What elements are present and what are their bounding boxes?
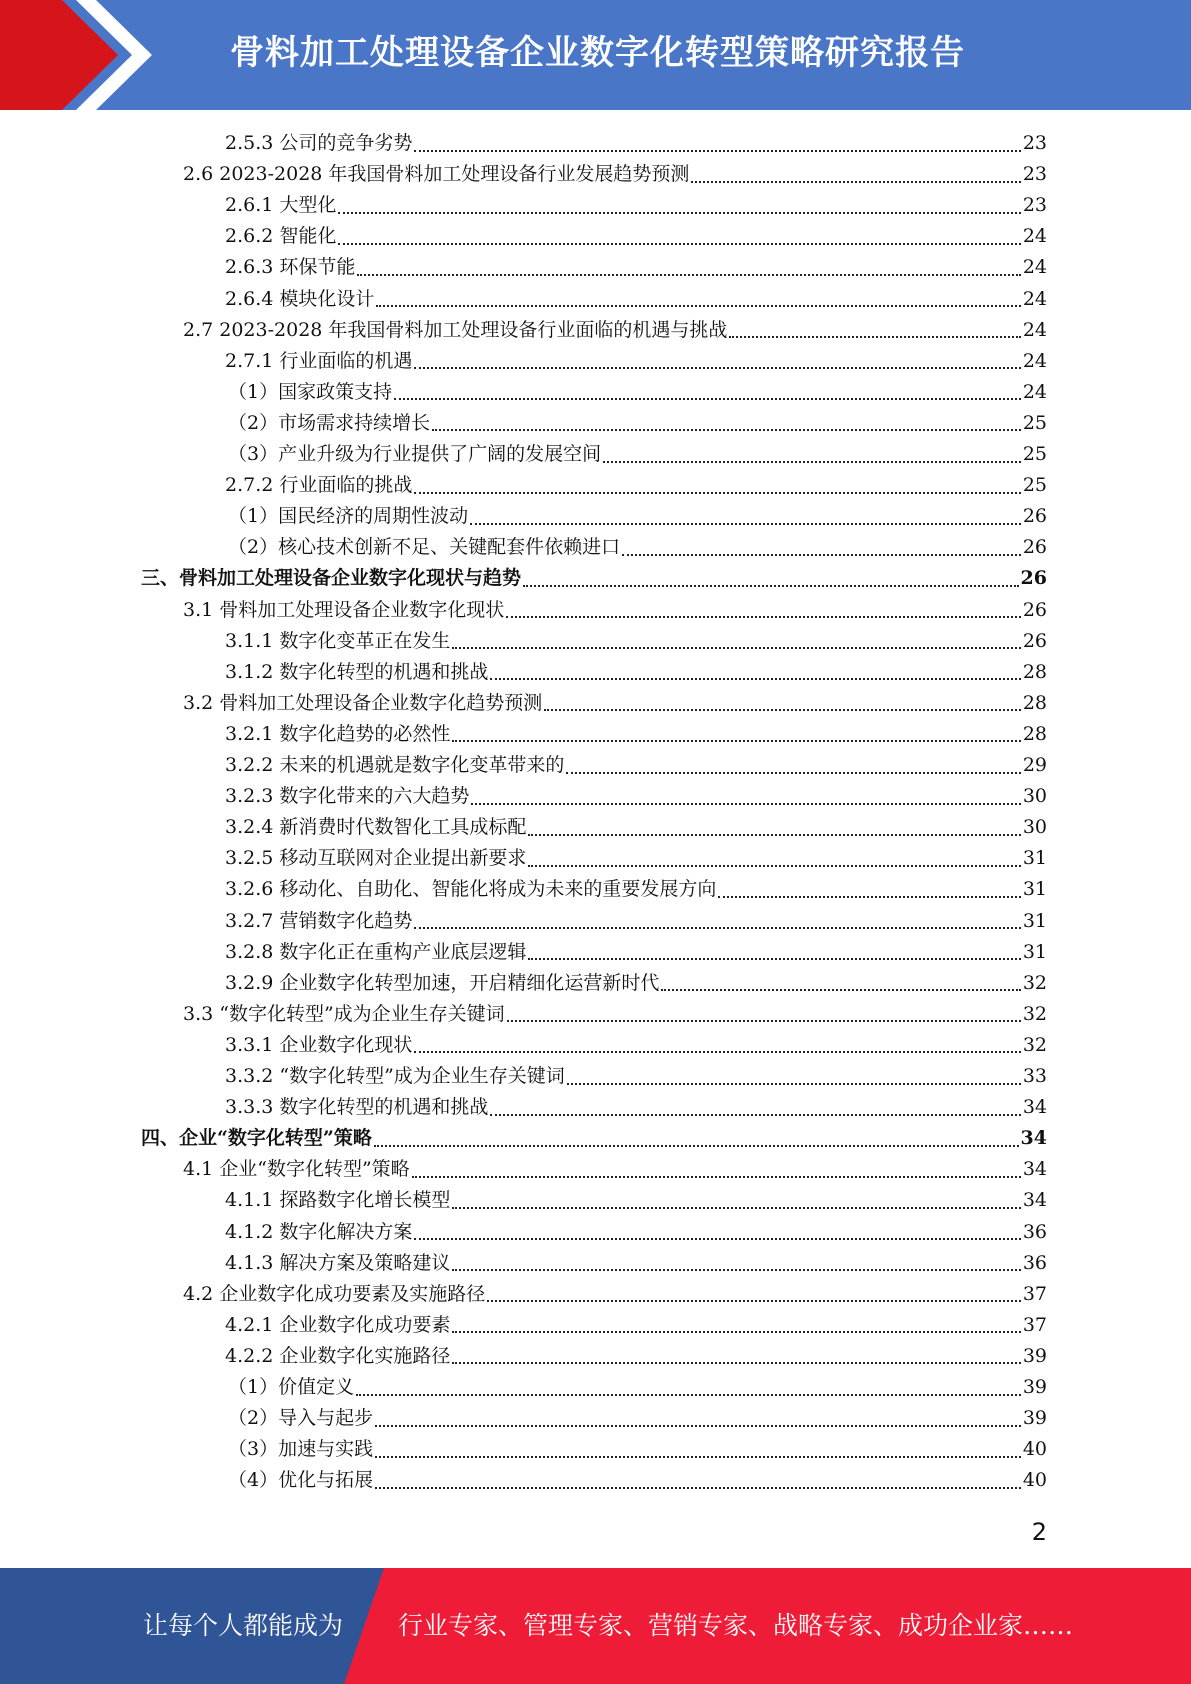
toc-entry-title: 3.1.1 数字化变革正在发生: [225, 629, 451, 652]
toc-dot-leader: [375, 1425, 1021, 1427]
toc-dot-leader: [414, 492, 1020, 494]
toc-entry-page: 36: [1022, 1251, 1047, 1274]
toc-entry-page: 34: [1022, 1158, 1047, 1181]
toc-entry-page: 32: [1022, 971, 1047, 994]
toc-entry-title: 4.1.1 探路数字化增长模型: [225, 1189, 451, 1212]
toc-dot-leader: [452, 1362, 1020, 1364]
toc-entry[interactable]: [183, 1154, 1047, 1185]
toc-entry-page: 26: [1022, 629, 1047, 652]
toc-entry-page: 25: [1022, 474, 1047, 497]
toc-entry-title: 3.2.4 新消费时代数智化工具成标配: [225, 816, 527, 839]
toc-dot-leader: [452, 1269, 1020, 1271]
toc-entry-page: 39: [1022, 1344, 1047, 1367]
toc-entry-title: （2）核心技术创新不足、关键配套件依赖进口: [228, 536, 621, 559]
toc-entry[interactable]: [183, 159, 1047, 190]
toc-entry-page: 25: [1022, 443, 1047, 465]
toc-entry-title: （1）国家政策支持: [228, 380, 393, 403]
toc-dot-leader: [528, 834, 1020, 836]
toc-entry[interactable]: [225, 1310, 1047, 1341]
toc-entry-title: 4.1.3 解决方案及策略建议: [225, 1251, 451, 1274]
toc-dot-leader: [566, 772, 1020, 774]
toc-dot-leader: [414, 367, 1020, 369]
toc-entry-page: 23: [1022, 194, 1047, 217]
toc-entry-page: 28: [1022, 660, 1047, 683]
toc-dot-leader: [691, 181, 1020, 183]
toc-entry[interactable]: [225, 1248, 1047, 1279]
page-footer: [0, 1568, 1191, 1684]
toc-entry[interactable]: [225, 968, 1047, 999]
toc-entry[interactable]: [225, 1185, 1047, 1216]
toc-entry-title: 3.2 骨料加工处理设备企业数字化趋势预测: [183, 691, 543, 714]
toc-entry[interactable]: [225, 190, 1047, 221]
toc-entry-page: 31: [1022, 940, 1047, 963]
page-header: [0, 0, 1191, 110]
toc-entry-title: 四、企业“数字化转型”策略: [141, 1127, 372, 1150]
toc-entry-title: 2.7 2023-2028 年我国骨料加工处理设备行业面临的机遇与挑战: [183, 318, 728, 341]
toc-entry-page: 24: [1022, 349, 1047, 372]
toc-entry[interactable]: [228, 501, 1047, 532]
toc-entry-page: 30: [1022, 816, 1047, 839]
toc-entry-title: 2.6.1 大型化: [225, 194, 337, 217]
toc-entry-page: 30: [1022, 785, 1047, 808]
toc-entry-title: （3）加速与实践: [228, 1438, 374, 1461]
toc-dot-leader: [661, 989, 1020, 991]
toc-entry-title: 3.2.3 数字化带来的六大趋势: [225, 785, 470, 808]
toc-entry-page: 34: [1022, 1189, 1047, 1212]
toc-entry-page: 26: [1020, 567, 1047, 590]
toc-entry[interactable]: [225, 470, 1047, 501]
toc-entry-title: 4.2.1 企业数字化成功要素: [225, 1313, 451, 1336]
toc-dot-leader: [414, 150, 1020, 152]
toc-entry[interactable]: [225, 781, 1047, 812]
toc-entry-title: 3.2.5 移动互联网对企业提出新要求: [225, 847, 527, 870]
toc-entry-page: 32: [1022, 1033, 1047, 1056]
toc-dot-leader: [452, 647, 1020, 649]
toc-entry-page: 40: [1022, 1469, 1047, 1492]
toc-entry-title: 3.2.8 数字化正在重构产业底层逻辑: [225, 940, 527, 963]
toc-entry-page: 26: [1022, 598, 1047, 621]
toc-entry[interactable]: [225, 1092, 1047, 1123]
toc-entry-title: 3.1.2 数字化转型的机遇和挑战: [225, 660, 489, 683]
page-number: 2: [1031, 1518, 1047, 1546]
toc-entry[interactable]: [228, 377, 1047, 408]
toc-entry[interactable]: [225, 346, 1047, 377]
toc-entry-page: 39: [1022, 1376, 1047, 1398]
toc-dot-leader: [412, 1176, 1021, 1178]
toc-entry-title: 4.2 企业数字化成功要素及实施路径: [183, 1282, 486, 1305]
toc-dot-leader: [452, 1207, 1020, 1209]
toc-dot-leader: [356, 1394, 1021, 1396]
toc-entry-page: 24: [1022, 287, 1047, 310]
toc-dot-leader: [528, 958, 1020, 960]
toc-dot-leader: [375, 1456, 1021, 1458]
report-title: 骨料加工处理设备企业数字化转型策略研究报告: [230, 33, 965, 73]
toc-entry-title: 3.1 骨料加工处理设备企业数字化现状: [183, 598, 505, 621]
toc-dot-leader: [357, 274, 1020, 276]
toc-entry-title: （4）优化与拓展: [228, 1469, 374, 1492]
footer-roles: 行业专家、管理专家、营销专家、战略专家、成功企业家……: [398, 1611, 1074, 1640]
toc-entry-page: 24: [1022, 225, 1047, 248]
toc-dot-leader: [490, 1114, 1020, 1116]
toc-entry[interactable]: [183, 1279, 1047, 1310]
toc-entry-page: 33: [1022, 1065, 1047, 1087]
toc-entry-title: 2.7.1 行业面临的机遇: [225, 349, 413, 372]
header-arrow-decoration: [0, 0, 160, 110]
toc-entry-page: 37: [1022, 1313, 1047, 1336]
toc-dot-leader: [414, 927, 1020, 929]
toc-entry-page: 24: [1022, 318, 1047, 341]
toc-dot-leader: [544, 709, 1021, 711]
toc-dot-leader: [523, 585, 1019, 587]
toc-entry[interactable]: [228, 408, 1047, 439]
toc-entry-page: 25: [1022, 411, 1047, 434]
toc-entry-page: 32: [1022, 1002, 1047, 1025]
toc-entry[interactable]: [225, 252, 1047, 283]
toc-entry-title: （1）国民经济的周期性波动: [228, 505, 469, 528]
toc-entry[interactable]: [225, 657, 1047, 688]
toc-entry-title: 3.2.9 企业数字化转型加速，开启精细化运营新时代: [225, 971, 660, 994]
toc-entry-title: （1）价值定义: [228, 1376, 355, 1398]
toc-entry-title: 2.6.3 环保节能: [225, 256, 356, 279]
toc-dot-leader: [471, 803, 1020, 805]
toc-entry[interactable]: [141, 563, 1047, 594]
toc-dot-leader: [506, 616, 1021, 618]
toc-entry-title: 3.2.1 数字化趋势的必然性: [225, 722, 451, 745]
toc-dot-leader: [376, 305, 1020, 307]
toc-entry-title: 三、骨料加工处理设备企业数字化现状与趋势: [141, 567, 522, 590]
toc-entry[interactable]: [183, 315, 1047, 346]
toc-entry[interactable]: [225, 719, 1047, 750]
toc-entry-title: （3）产业升级为行业提供了广阔的发展空间: [228, 443, 602, 465]
toc-dot-leader: [414, 1238, 1020, 1240]
toc-entry[interactable]: [183, 595, 1047, 626]
toc-entry-page: 26: [1022, 505, 1047, 528]
toc-dot-leader: [452, 1331, 1020, 1333]
toc-entry-page: 31: [1022, 878, 1047, 901]
toc-entry[interactable]: [225, 1341, 1047, 1372]
toc-entry-title: 3.2.2 未来的机遇就是数字化变革带来的: [225, 754, 565, 776]
toc-entry-page: 28: [1022, 691, 1047, 714]
toc-entry-page: 23: [1022, 132, 1047, 154]
toc-entry-title: （2）导入与起步: [228, 1407, 374, 1430]
toc-entry[interactable]: [228, 1372, 1047, 1403]
toc-entry-title: 2.6.4 模块化设计: [225, 287, 375, 310]
toc-entry-page: 40: [1022, 1438, 1047, 1461]
toc-entry[interactable]: [225, 284, 1047, 315]
toc-dot-leader: [567, 1083, 1021, 1085]
toc-entry[interactable]: [228, 1403, 1047, 1434]
toc-entry[interactable]: [225, 874, 1047, 905]
toc-entry[interactable]: [225, 626, 1047, 657]
toc-dot-leader: [374, 1145, 1019, 1147]
toc-entry-title: 3.2.7 营销数字化趋势: [225, 909, 413, 932]
toc-entry-title: （2）市场需求持续增长: [228, 411, 431, 434]
toc-entry-page: 37: [1022, 1282, 1047, 1305]
toc-dot-leader: [729, 336, 1020, 338]
toc-dot-leader: [718, 896, 1020, 898]
toc-dot-leader: [375, 1487, 1021, 1489]
toc-entry-page: 24: [1022, 380, 1047, 403]
toc-entry-title: 3.3.1 企业数字化现状: [225, 1033, 413, 1056]
toc-dot-leader: [603, 461, 1021, 463]
toc-entry[interactable]: [228, 439, 1047, 470]
toc-dot-leader: [338, 243, 1020, 245]
toc-entry-title: 2.5.3 公司的竞争劣势: [225, 132, 413, 154]
toc-entry[interactable]: [228, 532, 1047, 563]
toc-dot-leader: [487, 1300, 1021, 1302]
toc-entry[interactable]: [228, 1434, 1047, 1465]
toc-entry[interactable]: [225, 1030, 1047, 1061]
toc-entry-title: 3.3.3 数字化转型的机遇和挑战: [225, 1096, 489, 1119]
toc-entry[interactable]: [141, 1123, 1047, 1154]
toc-dot-leader: [490, 678, 1020, 680]
toc-entry-title: 3.3 “数字化转型”成为企业生存关键词: [183, 1002, 505, 1025]
toc-entry-page: 39: [1022, 1407, 1047, 1430]
toc-entry-title: 4.1.2 数字化解决方案: [225, 1220, 413, 1243]
toc-dot-leader: [338, 212, 1020, 214]
toc-entry[interactable]: [225, 128, 1047, 159]
toc-entry[interactable]: [183, 688, 1047, 719]
toc-dot-leader: [394, 398, 1021, 400]
toc-entry-title: 4.2.2 企业数字化实施路径: [225, 1344, 451, 1367]
toc-entry-page: 24: [1022, 256, 1047, 279]
toc-dot-leader: [622, 554, 1021, 556]
toc-dot-leader: [432, 429, 1021, 431]
toc-dot-leader: [452, 740, 1020, 742]
toc-entry[interactable]: [225, 1217, 1047, 1248]
toc-entry-title: 2.6.2 智能化: [225, 225, 337, 248]
toc-entry[interactable]: [225, 937, 1047, 968]
toc-entry-page: 34: [1022, 1096, 1047, 1119]
toc-entry[interactable]: [225, 843, 1047, 874]
footer-slogan: 让每个人都能成为: [143, 1611, 344, 1640]
toc-entry-title: 3.3.2 “数字化转型”成为企业生存关键词: [225, 1065, 565, 1087]
toc-dot-leader: [470, 523, 1021, 525]
toc-entry[interactable]: [183, 999, 1047, 1030]
toc-entry-page: 31: [1022, 847, 1047, 870]
toc-dot-leader: [507, 1020, 1021, 1022]
toc-dot-leader: [528, 865, 1020, 867]
toc-entry[interactable]: [225, 906, 1047, 937]
toc-entry-title: 2.6 2023-2028 年我国骨料加工处理设备行业发展趋势预测: [183, 163, 690, 186]
toc-entry-title: 3.2.6 移动化、自助化、智能化将成为未来的重要发展方向: [225, 878, 717, 901]
toc-entry-page: 23: [1022, 163, 1047, 186]
toc-entry-page: 26: [1022, 536, 1047, 559]
toc-entry-page: 36: [1022, 1220, 1047, 1243]
toc-entry[interactable]: [225, 812, 1047, 843]
toc-entry-page: 31: [1022, 909, 1047, 932]
toc-entry-title: 4.1 企业“数字化转型”策略: [183, 1158, 410, 1181]
toc-entry[interactable]: [225, 750, 1047, 781]
toc-entry[interactable]: [225, 1061, 1047, 1092]
toc-entry[interactable]: [225, 221, 1047, 252]
toc-dot-leader: [414, 1051, 1020, 1053]
toc-entry[interactable]: [228, 1465, 1047, 1496]
toc-entry-title: 2.7.2 行业面临的挑战: [225, 474, 413, 497]
toc-entry-page: 29: [1022, 754, 1047, 776]
toc-entry-page: 28: [1022, 722, 1047, 745]
toc-entry-page: 34: [1020, 1127, 1047, 1150]
